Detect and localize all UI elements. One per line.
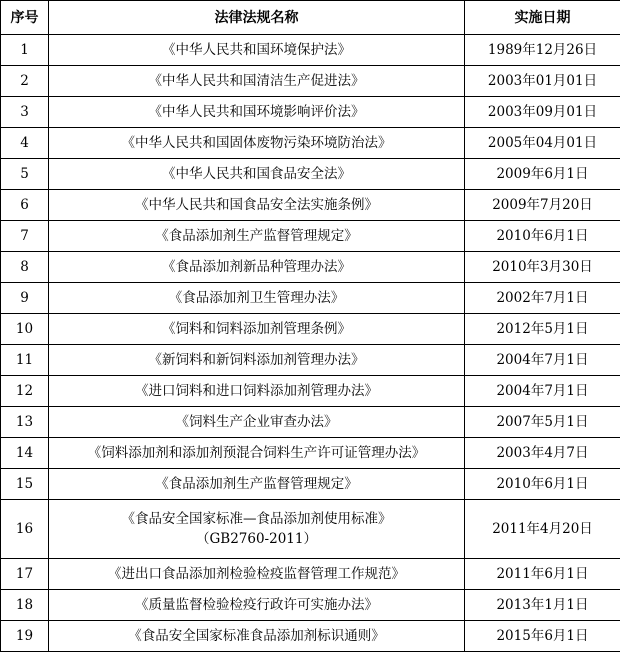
serial-no: 8 bbox=[1, 252, 49, 283]
regulation-name: 《饲料生产企业审查办法》 bbox=[49, 407, 465, 438]
serial-no: 4 bbox=[1, 128, 49, 159]
table-row bbox=[1, 590, 620, 621]
table-row bbox=[1, 559, 620, 590]
serial-no: 10 bbox=[1, 314, 49, 345]
effective-date: 2003年01月01日 bbox=[465, 66, 620, 97]
serial-no: 2 bbox=[1, 66, 49, 97]
regulation-name: 《进出口食品添加剂检验检疫监督管理工作规范》 bbox=[49, 559, 465, 590]
regulation-name: 《饲料和饲料添加剂管理条例》 bbox=[49, 314, 465, 345]
effective-date: 2010年3月30日 bbox=[465, 252, 620, 283]
regulation-name: 《中华人民共和国食品安全法》 bbox=[49, 159, 465, 190]
table-row bbox=[1, 438, 620, 469]
serial-no: 19 bbox=[1, 621, 49, 652]
table-row bbox=[1, 128, 620, 159]
serial-no: 11 bbox=[1, 345, 49, 376]
regulation-name: 《食品安全国家标准食品添加剂标识通则》 bbox=[49, 621, 465, 652]
regulation-name: 《食品添加剂新品种管理办法》 bbox=[49, 252, 465, 283]
effective-date: 2015年6月1日 bbox=[465, 621, 620, 652]
regulation-name: 《进口饲料和进口饲料添加剂管理办法》 bbox=[49, 376, 465, 407]
table-row bbox=[1, 376, 620, 407]
header-effective-date: 实施日期 bbox=[465, 1, 620, 35]
serial-no: 5 bbox=[1, 159, 49, 190]
header-serial-no: 序号 bbox=[1, 1, 49, 35]
regulation-name: 《中华人民共和国环境影响评价法》 bbox=[49, 97, 465, 128]
serial-no: 3 bbox=[1, 97, 49, 128]
serial-no: 14 bbox=[1, 438, 49, 469]
regulation-name: 《饲料添加剂和添加剂预混合饲料生产许可证管理办法》 bbox=[49, 438, 465, 469]
effective-date: 2009年6月1日 bbox=[465, 159, 620, 190]
table-row bbox=[1, 159, 620, 190]
table-row bbox=[1, 469, 620, 500]
table-row bbox=[1, 221, 620, 252]
effective-date: 2004年7月1日 bbox=[465, 345, 620, 376]
header-regulation-name: 法律法规名称 bbox=[49, 1, 465, 35]
table-row bbox=[1, 252, 620, 283]
regulation-name bbox=[49, 500, 465, 559]
serial-no: 9 bbox=[1, 283, 49, 314]
regulation-name: 《中华人民共和国清洁生产促进法》 bbox=[49, 66, 465, 97]
regulation-name: 《食品添加剂生产监督管理规定》 bbox=[49, 469, 465, 500]
regulation-name: 《中华人民共和国食品安全法实施条例》 bbox=[49, 190, 465, 221]
serial-no: 6 bbox=[1, 190, 49, 221]
table-row bbox=[1, 190, 620, 221]
table-row bbox=[1, 345, 620, 376]
effective-date: 2013年1月1日 bbox=[465, 590, 620, 621]
table-row bbox=[1, 621, 620, 652]
effective-date: 2003年4月7日 bbox=[465, 438, 620, 469]
table-row bbox=[1, 283, 620, 314]
regulation-name: 《质量监督检验检疫行政许可实施办法》 bbox=[49, 590, 465, 621]
serial-no: 13 bbox=[1, 407, 49, 438]
effective-date: 2009年7月20日 bbox=[465, 190, 620, 221]
serial-no: 1 bbox=[1, 35, 49, 66]
serial-no: 12 bbox=[1, 376, 49, 407]
table-row bbox=[1, 314, 620, 345]
header-row bbox=[1, 1, 620, 35]
effective-date: 1989年12月26日 bbox=[465, 35, 620, 66]
effective-date: 2007年5月1日 bbox=[465, 407, 620, 438]
effective-date: 2010年6月1日 bbox=[465, 469, 620, 500]
effective-date: 2002年7月1日 bbox=[465, 283, 620, 314]
serial-no: 17 bbox=[1, 559, 49, 590]
effective-date: 2004年7月1日 bbox=[465, 376, 620, 407]
effective-date: 2011年6月1日 bbox=[465, 559, 620, 590]
table-row bbox=[1, 500, 620, 559]
effective-date: 2003年09月01日 bbox=[465, 97, 620, 128]
serial-no: 18 bbox=[1, 590, 49, 621]
serial-no: 16 bbox=[1, 500, 49, 559]
serial-no: 7 bbox=[1, 221, 49, 252]
regulation-name: 《中华人民共和国环境保护法》 bbox=[49, 35, 465, 66]
table-row bbox=[1, 407, 620, 438]
table-row bbox=[1, 97, 620, 128]
regulation-name: 《食品添加剂生产监督管理规定》 bbox=[49, 221, 465, 252]
regulation-name: 《中华人民共和国固体废物污染环境防治法》 bbox=[49, 128, 465, 159]
table-row bbox=[1, 35, 620, 66]
regulation-name: 《食品添加剂卫生管理办法》 bbox=[49, 283, 465, 314]
effective-date: 2012年5月1日 bbox=[465, 314, 620, 345]
serial-no: 15 bbox=[1, 469, 49, 500]
regulation-name: 《新饲料和新饲料添加剂管理办法》 bbox=[49, 345, 465, 376]
effective-date: 2010年6月1日 bbox=[465, 221, 620, 252]
regulation-name-line-1: 《食品安全国家标准—食品添加剂使用标准》 bbox=[121, 511, 392, 527]
effective-date: 2011年4月20日 bbox=[465, 500, 620, 559]
effective-date: 2005年04月01日 bbox=[465, 128, 620, 159]
table-row bbox=[1, 66, 620, 97]
regulation-name-line-2: （GB2760-2011） bbox=[196, 531, 317, 547]
